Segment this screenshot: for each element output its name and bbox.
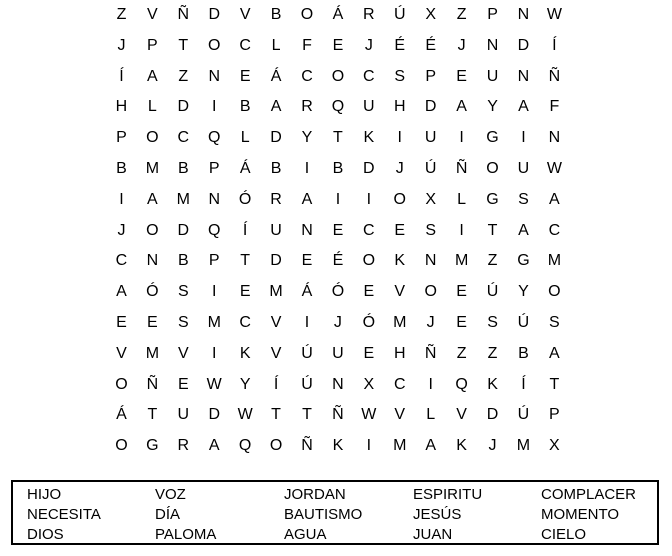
grid-letter: Ú (424, 159, 437, 177)
grid-letter: I (212, 344, 217, 362)
grid-letter: K (239, 344, 251, 362)
grid-letter: O (115, 375, 128, 393)
word-item: MOMENTO (541, 506, 620, 523)
grid-letter: Í (242, 221, 248, 239)
grid-letter: U (177, 406, 190, 424)
grid-letter: B (270, 159, 282, 177)
grid-letter: Ñ (146, 375, 159, 393)
word-column (27, 485, 101, 545)
grid-letter: C (239, 36, 251, 54)
grid-letter: N (332, 375, 344, 393)
grid-letter: T (333, 129, 343, 147)
grid-letter: Q (455, 375, 468, 393)
grid-letter: O (300, 6, 314, 23)
grid-letter: Á (270, 67, 282, 85)
grid-letter: Y (487, 98, 498, 116)
grid-letter: F (302, 36, 312, 54)
grid-letter: O (146, 221, 159, 239)
grid-letter: J (333, 313, 342, 331)
grid-letter: V (394, 283, 406, 301)
grid-row (106, 31, 570, 62)
grid-letter: D (517, 36, 530, 54)
grid-letter: K (456, 437, 467, 455)
word-item: BAUTISMO (284, 506, 363, 523)
grid-letter: J (488, 437, 497, 455)
grid-letter: N (486, 36, 499, 54)
grid-letter: M (269, 283, 283, 301)
grid-letter: R (301, 98, 313, 116)
grid-letter: I (521, 129, 526, 147)
grid-letter: D (363, 159, 375, 177)
grid-letter: P (116, 129, 127, 147)
grid-letter: Ó (331, 283, 345, 301)
word-column (413, 485, 482, 545)
grid-letter: K (487, 375, 498, 393)
grid-letter: C (239, 313, 251, 331)
grid-letter: A (147, 67, 158, 85)
grid-letter: C (363, 221, 375, 239)
grid-letter: E (177, 375, 189, 393)
grid-row (106, 370, 570, 401)
grid-letter: I (366, 437, 372, 455)
grid-letter: Z (487, 252, 498, 270)
grid-letter: Á (301, 283, 313, 301)
grid-letter: K (363, 129, 375, 147)
grid-letter: I (304, 313, 310, 331)
grid-letter: V (147, 6, 158, 23)
grid-letter: É (332, 252, 344, 270)
grid-letter: B (270, 6, 282, 23)
grid-letter: O (115, 437, 128, 455)
grid-letter: P (147, 36, 158, 54)
grid-letter: Ó (362, 313, 376, 331)
grid-letter: T (147, 406, 158, 424)
grid-letter: M (516, 437, 531, 455)
grid-letter: B (332, 159, 344, 177)
grid-row (106, 246, 570, 277)
grid-letter: S (425, 221, 437, 239)
grid-letter: Ú (301, 344, 313, 362)
word-item: COMPLACER (541, 486, 637, 503)
word-item: DIOS (27, 526, 64, 543)
grid-row (106, 216, 570, 247)
grid-letter: A (549, 190, 560, 208)
grid-letter: Z (456, 6, 467, 23)
grid-letter: I (335, 190, 341, 208)
grid-letter: Y (301, 129, 313, 147)
grid-letter: N (146, 252, 159, 270)
grid-letter: O (424, 283, 437, 301)
grid-letter: O (146, 129, 159, 147)
grid-letter: K (332, 437, 344, 455)
grid-letter: Z (456, 344, 467, 362)
grid-letter: Y (518, 283, 529, 301)
grid-letter: A (425, 437, 437, 455)
grid-letter: S (394, 67, 406, 85)
grid-letter: Y (239, 375, 251, 393)
grid-row (106, 400, 570, 431)
grid-letter: C (393, 375, 406, 393)
grid-letter: O (548, 283, 561, 301)
grid-letter: Ó (238, 190, 252, 208)
grid-letter: N (301, 221, 313, 239)
grid-letter: I (212, 283, 217, 301)
grid-letter: W (237, 406, 253, 424)
grid-letter: Í (273, 375, 279, 393)
grid-letter: M (393, 437, 407, 455)
grid-letter: Q (238, 437, 252, 455)
grid-letter: M (454, 252, 469, 270)
grid-letter: L (271, 36, 281, 54)
word-item: JORDAN (284, 486, 346, 503)
grid-letter: D (270, 252, 282, 270)
grid-letter: U (517, 159, 530, 177)
grid-letter: Í (521, 375, 526, 393)
grid-letter: E (239, 67, 251, 85)
grid-letter: Ó (146, 283, 159, 301)
grid-letter: H (115, 98, 128, 116)
word-item: VOZ (155, 486, 186, 503)
grid-letter: I (459, 221, 464, 239)
grid-letter: S (487, 313, 498, 331)
grid-letter: I (366, 190, 372, 208)
grid-letter: F (549, 98, 560, 116)
grid-letter: I (212, 98, 217, 116)
grid-letter: S (177, 283, 189, 301)
grid-letter: J (117, 36, 126, 54)
grid-letter: M (393, 313, 407, 331)
grid-letter: Ñ (548, 67, 561, 85)
grid-letter: J (457, 36, 466, 54)
grid-letter: W (361, 406, 377, 424)
grid-row (106, 277, 570, 308)
grid-letter: Q (208, 129, 221, 147)
grid-letter: E (363, 344, 375, 362)
grid-letter: W (546, 159, 562, 177)
word-item: JESÚS (413, 506, 462, 523)
grid-letter: V (394, 406, 406, 424)
grid-letter: E (332, 36, 344, 54)
grid-letter: I (304, 159, 310, 177)
grid-letter: C (177, 129, 190, 147)
grid-letter: C (363, 67, 375, 85)
grid-letter: Ú (517, 406, 530, 424)
grid-letter: Z (178, 67, 189, 85)
grid-row (106, 0, 570, 31)
grid-letter: O (486, 159, 499, 177)
grid-letter: J (364, 36, 373, 54)
grid-letter: V (456, 406, 467, 424)
grid-letter: D (486, 406, 499, 424)
grid-letter: I (428, 375, 433, 393)
grid-letter: B (239, 98, 251, 116)
word-column (284, 485, 362, 545)
grid-letter: I (459, 129, 464, 147)
grid-letter: O (362, 252, 376, 270)
grid-letter: R (363, 6, 375, 23)
grid-letter: J (426, 313, 435, 331)
grid-letter: V (270, 313, 282, 331)
word-item: HIJO (27, 486, 62, 503)
grid-letter: N (208, 67, 220, 85)
grid-letter: D (177, 98, 190, 116)
grid-row (106, 154, 570, 185)
grid-letter: B (177, 252, 189, 270)
grid-letter: X (425, 6, 437, 23)
grid-letter: U (270, 221, 282, 239)
grid-letter: A (270, 98, 282, 116)
grid-letter: Ñ (177, 6, 190, 23)
grid-letter: M (207, 313, 221, 331)
grid-letter: L (240, 129, 250, 147)
grid-letter: G (517, 252, 530, 270)
grid-letter: P (487, 6, 498, 23)
word-column (155, 485, 216, 545)
grid-letter: A (549, 344, 560, 362)
grid-letter: D (270, 129, 282, 147)
grid-letter: A (208, 437, 220, 455)
grid-letter: Q (331, 98, 345, 116)
word-list-box (11, 480, 659, 545)
grid-letter: E (301, 252, 313, 270)
grid-letter: B (116, 159, 127, 177)
grid-letter: H (393, 98, 406, 116)
grid-letter: A (301, 190, 313, 208)
grid-letter: P (425, 67, 437, 85)
word-item: CIELO (541, 526, 587, 543)
grid-letter: R (177, 437, 190, 455)
letter-grid (106, 0, 570, 462)
grid-letter: T (240, 252, 251, 270)
grid-letter: A (518, 221, 529, 239)
grid-row (106, 339, 570, 370)
grid-letter: N (424, 252, 437, 270)
grid-letter: Q (208, 221, 221, 239)
grid-letter: Ú (517, 313, 530, 331)
grid-row (106, 308, 570, 339)
grid-letter: Ñ (455, 159, 468, 177)
grid-letter: I (119, 190, 124, 208)
grid-letter: E (456, 67, 467, 85)
grid-letter: X (363, 375, 375, 393)
grid-letter: L (147, 98, 157, 116)
word-item: PALOMA (155, 526, 217, 543)
grid-letter: P (549, 406, 560, 424)
grid-letter: M (145, 344, 160, 362)
grid-letter: S (549, 313, 560, 331)
grid-letter: Á (239, 159, 251, 177)
grid-letter: C (301, 67, 313, 85)
grid-letter: G (146, 437, 159, 455)
grid-letter: V (239, 6, 251, 23)
grid-letter: Z (487, 344, 498, 362)
grid-letter: Í (552, 36, 557, 54)
grid-letter: P (208, 159, 220, 177)
word-column (541, 485, 636, 545)
grid-letter: L (457, 190, 467, 208)
grid-letter: S (518, 190, 529, 208)
grid-letter: D (208, 6, 220, 23)
grid-letter: L (426, 406, 436, 424)
grid-letter: E (239, 283, 251, 301)
grid-letter: M (145, 159, 160, 177)
grid-letter: V (270, 344, 282, 362)
grid-letter: O (393, 190, 406, 208)
grid-letter: U (363, 98, 375, 116)
grid-letter: Ñ (332, 406, 344, 424)
grid-letter: D (424, 98, 437, 116)
grid-letter: E (363, 283, 375, 301)
grid-letter: E (332, 221, 344, 239)
grid-letter: D (208, 406, 220, 424)
grid-letter: E (116, 313, 127, 331)
grid-letter: J (117, 221, 126, 239)
grid-letter: W (206, 375, 222, 393)
grid-letter: É (394, 36, 406, 54)
grid-letter: N (517, 6, 530, 23)
grid-letter: Á (332, 6, 344, 23)
grid-letter: U (424, 129, 437, 147)
grid-letter: B (518, 344, 529, 362)
grid-row (106, 92, 570, 123)
grid-letter: D (177, 221, 190, 239)
grid-letter: A (518, 98, 529, 116)
grid-letter: M (176, 190, 190, 208)
grid-letter: G (486, 190, 499, 208)
word-item: DÍA (155, 506, 181, 523)
grid-letter: T (271, 406, 281, 424)
grid-letter: I (397, 129, 402, 147)
grid-letter: M (547, 252, 562, 270)
grid-letter: A (456, 98, 467, 116)
grid-letter: Í (119, 67, 124, 85)
grid-letter: E (147, 313, 158, 331)
grid-letter: T (178, 36, 189, 54)
grid-letter: Ú (301, 375, 313, 393)
grid-letter: T (549, 375, 560, 393)
grid-letter: G (486, 129, 499, 147)
grid-letter: A (116, 283, 127, 301)
grid-letter: V (177, 344, 189, 362)
grid-letter: N (548, 129, 561, 147)
grid-letter: B (177, 159, 189, 177)
grid-letter: O (208, 36, 221, 54)
grid-letter: X (425, 190, 437, 208)
word-item: ESPIRITU (413, 486, 483, 503)
grid-letter: Z (116, 6, 127, 23)
grid-letter: Ñ (301, 437, 313, 455)
grid-letter: O (269, 437, 283, 455)
grid-letter: C (115, 252, 128, 270)
grid-letter: V (116, 344, 127, 362)
grid-letter: U (332, 344, 344, 362)
grid-letter: J (395, 159, 404, 177)
grid-letter: E (456, 283, 467, 301)
grid-letter: Ú (486, 283, 499, 301)
grid-letter: K (394, 252, 406, 270)
grid-row (106, 123, 570, 154)
grid-letter: X (549, 437, 560, 455)
grid-letter: C (548, 221, 561, 239)
grid-letter: Ñ (424, 344, 437, 362)
grid-row (106, 185, 570, 216)
grid-letter: T (302, 406, 312, 424)
grid-row (106, 62, 570, 93)
grid-letter: Ú (393, 6, 406, 23)
grid-letter: H (393, 344, 406, 362)
word-item: NECESITA (27, 506, 101, 523)
grid-row (106, 431, 570, 462)
grid-letter: N (517, 67, 530, 85)
grid-letter: Á (116, 406, 127, 424)
grid-letter: R (270, 190, 282, 208)
grid-letter: N (208, 190, 220, 208)
grid-letter: A (147, 190, 158, 208)
grid-letter: S (177, 313, 189, 331)
grid-letter: E (394, 221, 406, 239)
word-item: JUAN (413, 526, 453, 543)
word-item: AGUA (284, 526, 327, 543)
grid-letter: T (487, 221, 498, 239)
grid-letter: W (546, 6, 562, 23)
grid-letter: U (486, 67, 499, 85)
grid-letter: É (425, 36, 437, 54)
grid-letter: O (331, 67, 345, 85)
grid-letter: P (208, 252, 220, 270)
grid-letter: E (456, 313, 467, 331)
